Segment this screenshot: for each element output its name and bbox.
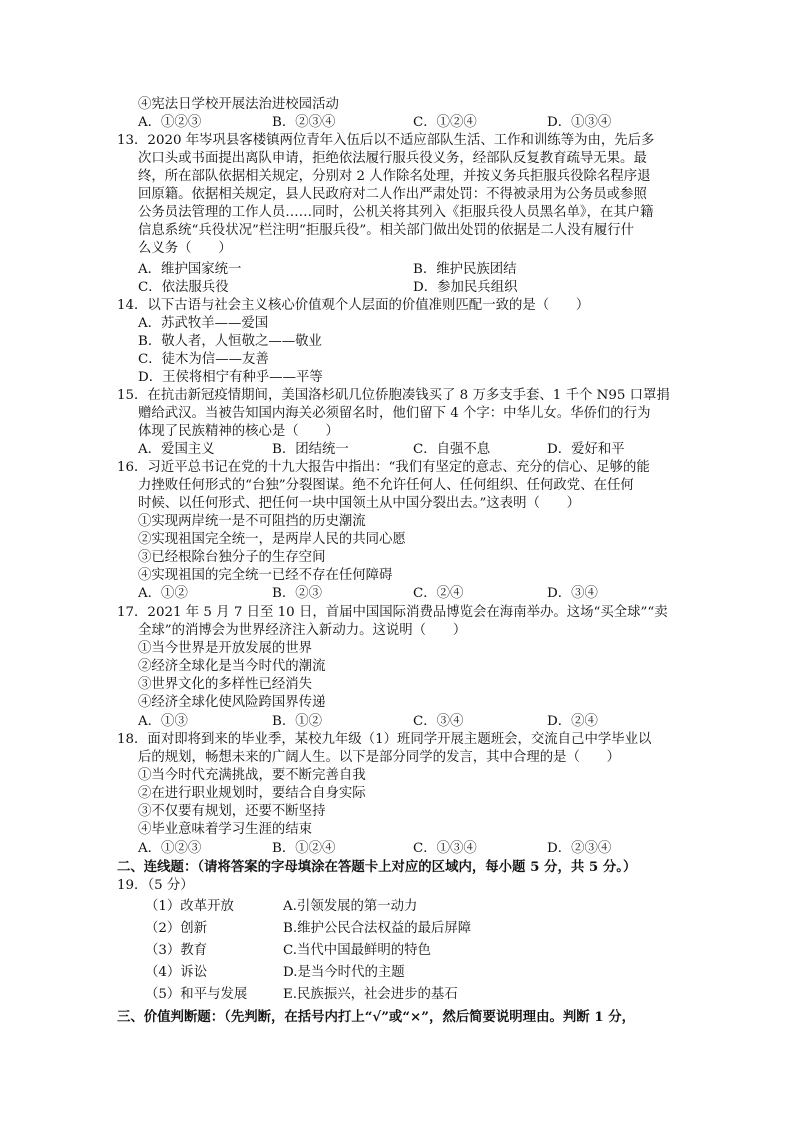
q14-option-a: A．苏武牧羊——爱国 — [138, 316, 269, 331]
section-2-title: 二、连线题：（请将答案的字母填涂在答题卡上对应的区域内，每小题 5 分，共 5 分。） — [117, 859, 637, 875]
match-left-item: （1）改革开放 — [145, 899, 234, 914]
q12-option-b: B．②③④ — [272, 115, 336, 130]
q16-option-c: C．②④ — [413, 586, 464, 601]
q17-option-b: B．①② — [272, 714, 323, 729]
q16-item-2: ②实现祖国完全统一，是两岸人民的共同心愿 — [138, 532, 406, 547]
q13-stem-line: 13．2020 年岑巩县客楼镇两位青年入伍后以不适应部队生活、工作和训练等为由，先后多 — [117, 133, 655, 148]
q18-stem-line: 18．面对即将到来的毕业季，某校九年级（1）班同学开展主题班会，交流自己中学毕业以 — [117, 732, 652, 747]
q18-item-1: ①当今时代充满挑战，要不断完善自我 — [138, 768, 366, 783]
match-left-item: （3）教育 — [145, 943, 208, 958]
q17-option-a: A．①③ — [138, 714, 188, 729]
q13-option-a: A．维护国家统一 — [138, 262, 242, 277]
q16-option-b: B．②③ — [272, 586, 323, 601]
q17-option-c: C．③④ — [413, 714, 464, 729]
section-3-title: 三、价值判断题：（先判断，在括号内打上“√”或“×”，然后简要说明理由。判断 1 分， — [117, 1009, 636, 1025]
q17-item-2: ②经济全球化是当今时代的潮流 — [138, 659, 326, 674]
q17-item-3: ③世界文化的多样性已经消失 — [138, 677, 313, 692]
q16-item-3: ③已经根除台独分子的生存空间 — [138, 550, 326, 565]
match-right-item: D.是当今时代的主题 — [283, 965, 405, 980]
q17-stem-line: 全球”的消博会为世界经济注入新动力。这说明（ ） — [138, 623, 467, 638]
q15-stem-line: 赠给武汉。当被告知国内海关必须留名时，他们留下 4 个字：中华儿女。华侨们的行为 — [138, 406, 651, 421]
q16-item-1: ①实现两岸统一是不可阻挡的历史潮流 — [138, 514, 366, 529]
q15-option-c: C．自强不息 — [413, 442, 491, 457]
q14-option-c: C．徒木为信——友善 — [138, 352, 269, 367]
q13-option-d: D．参加民兵组织 — [413, 280, 518, 295]
q16-stem-line: 16．习近平总书记在党的十九大报告中指出：“我们有坚定的意志、充分的信心、足够的能 — [117, 460, 650, 475]
q17-item-1: ①当今世界是开放发展的世界 — [138, 641, 313, 656]
q16-stem-line: 时候、以任何形式、把任何一块中国领土从中国分裂出去。”这表明（ ） — [138, 496, 581, 511]
q16-option-d: D．③④ — [547, 586, 598, 601]
q18-item-2: ②在进行职业规划时，要结合自身实际 — [138, 786, 366, 801]
q18-option-a: A．①②③ — [138, 841, 202, 856]
q16-item-4: ④实现祖国的完全统一已经不存在任何障碍 — [138, 568, 393, 583]
q13-stem-line: 信息系统“兵役状况”栏注明“拒服兵役”。相关部门做出处罚的依据是二人没有履行什 — [138, 223, 635, 238]
q13-stem-line: 么义务（ ） — [138, 241, 232, 256]
q12-option-d: D．①③④ — [547, 115, 612, 130]
q12-option-c: C．①②④ — [413, 115, 477, 130]
match-right-item: B.维护公民合法权益的最后屏障 — [283, 921, 472, 936]
q16-stem-line: 力挫败任何形式的“台独”分裂图谋。绝不允许任何人、任何组织、任何政党、在任何 — [138, 478, 634, 493]
q15-stem-line: 体现了民族精神的核心是（ ） — [138, 424, 339, 439]
q18-option-c: C．①③④ — [413, 841, 477, 856]
match-right-item: A.引领发展的第一动力 — [283, 899, 418, 914]
match-left-item: （4）诉讼 — [145, 965, 208, 980]
match-right-item: E.民族振兴，社会进步的基石 — [283, 987, 458, 1002]
match-left-item: （2）创新 — [145, 921, 208, 936]
q14-option-b: B．敬人者，人恒敬之——敬业 — [138, 334, 322, 349]
q13-option-b: B．维护民族团结 — [413, 262, 517, 277]
q13-stem-line: 终，所在部队依据相关规定，分别对 2 人作除名处理，并按义务兵拒服兵役除名程序退 — [138, 169, 651, 184]
q15-option-d: D．爱好和平 — [547, 442, 625, 457]
q13-option-c: C．依法服兵役 — [138, 280, 229, 295]
q19-label: 19．（5 分） — [117, 878, 194, 893]
match-right-item: C.当代中国最鲜明的特色 — [283, 943, 431, 958]
q12-item-4: ④宪法日学校开展法治进校园活动 — [138, 97, 339, 112]
q13-stem-line: 次口头或书面提出离队申请，拒绝依法履行服兵役义务，经部队反复教育疏导无果。最 — [138, 151, 647, 166]
q15-stem-line: 15．在抗击新冠疫情期间，美国洛杉矶几位侨胞凑钱买了 8 万多支手套、1 千个 N95 口罩捐 — [117, 388, 670, 403]
q17-option-d: D．②④ — [547, 714, 598, 729]
q14-stem: 14．以下古语与社会主义核心价值观个人层面的价值准则匹配一致的是（ ） — [117, 298, 590, 313]
q12-option-a: A．①②③ — [138, 115, 202, 130]
q17-stem-line: 17．2021 年 5 月 7 日至 10 日，首届中国国际消费品博览会在海南举办。这场“买全球”“卖 — [117, 605, 668, 620]
q18-item-4: ④毕业意味着学习生涯的结束 — [138, 822, 313, 837]
q18-option-b: B．①②④ — [272, 841, 336, 856]
q17-item-4: ④经济全球化使风险跨国界传递 — [138, 695, 326, 710]
q14-option-d: D．王侯将相宁有种乎——平等 — [138, 370, 323, 385]
q13-stem-line: 公务员法管理的工作人员……同时，公机关将其列入《拒服兵役人员黑名单》，在其户籍 — [138, 205, 654, 220]
q16-option-a: A．①② — [138, 586, 188, 601]
q13-stem-line: 回原籍。依据相关规定，县人民政府对二人作出严肃处罚：不得被录用为公务员或参照 — [138, 187, 647, 202]
q15-option-b: B．团结统一 — [272, 442, 349, 457]
q18-stem-line: 后的规划，畅想未来的广阔人生。以下是部分同学的发言，其中合理的是（ ） — [138, 750, 621, 765]
q18-option-d: D．②③④ — [547, 841, 612, 856]
q15-option-a: A．爱国主义 — [138, 442, 215, 457]
q18-item-3: ③不仅要有规划，还要不断坚持 — [138, 804, 326, 819]
match-left-item: （5）和平与发展 — [145, 987, 248, 1002]
